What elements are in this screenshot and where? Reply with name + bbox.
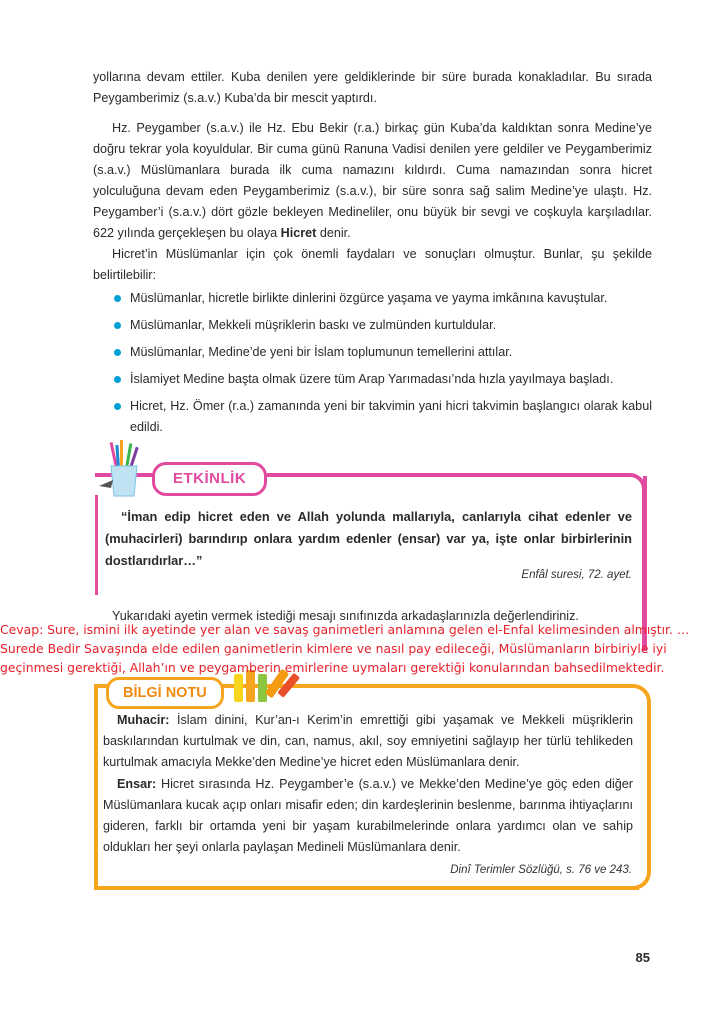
dictionary-source: Dinî Terimler Sözlüğü, s. 76 ve 243. [450,864,632,876]
etkinlik-title: ETKİNLİK [152,462,267,496]
benefits-list [112,288,652,444]
ayet-source: Enfâl suresi, 72. ayet. [521,569,632,581]
ayet-quote: “İman edip hicret eden ve Allah yolunda mallarıyla, canlarıyla cihat edenler ve (muhacirleri) barındırıp onlara yardım edenler (ensar) var ya, işte onlar birbirlerinin dostlarıdırlar…” [105,509,632,568]
list-item: İslamiyet Medine başta olmak üzere tüm Arap Yarımadası’nda hızla yayılmaya başladı. [112,369,652,390]
etkinlik-task: Yukarıdaki ayetin vermek istediği mesajı sınıfınızda arkadaşlarınızla değerlendiriniz. [112,609,579,623]
paragraph-3: Hicret’in Müslümanlar için çok önemli faydaları ve sonuçları olmuştur. Bunlar, şu şekilde belirtilebilir: [93,247,652,282]
hicret-term: Hicret [280,226,317,240]
list-item: Müslümanlar, hicretle birlikte dinlerini özgürce yaşama ve yayma imkânına kavuştular. [112,288,652,309]
paragraph-2-text: Hz. Peygamber (s.a.v.) ile Hz. Ebu Bekir (r.a.) birkaç gün Kuba’da kaldıktan sonra Medine’ye doğru tekrar yola koyuldular. Bir cuma günü Ranuna Vadisi denilen yere geldiler ve Peygamberimiz (s.a.v.) Müslümanlara burada ilk cuma namazını kıldırdı. Cuma namazından sonra hicret yolculuğuna devam eden Peygamberimiz (s.a.v.), bir süre sonra sağ salim Medine’ye ulaştı. Hz. Peygamber’i (s.a.v.) dört gözle bekleyen Medineliler, onu büyük bir sevgi ve coşkuyla karşıladılar. 622 yılında gerçekleşen bu olaya [93,121,652,240]
ensar-definition [103,774,633,858]
page-number: 85 [635,950,650,965]
muhacir-text: İslam dinini, Kur’an-ı Kerim’in emrettiği gibi yaşamak ve Mekkeli müşriklerin baskılarından kurtulmak ve din, can, namus, akıl, soy emniyetini sağlayıp her türlü tehlikeden kurtulmak amacıyla Mekke’den Medine’ye hicret eden Müslümanlara denir. [103,713,633,769]
paragraph-2-end: denir. [316,226,351,240]
etkinlik-box-left-border [95,495,98,595]
list-item: Müslümanlar, Medine’de yeni bir İslam toplumunun temellerini attılar. [112,342,652,363]
bilgi-notu-title: BİLGİ NOTU [106,677,224,709]
list-item: Müslümanlar, Mekkeli müşriklerin baskı ve zulmünden kurtuldular. [112,315,652,336]
pencil-cup-icon [97,440,145,498]
list-item: Hicret, Hz. Ömer (r.a.) zamanında yeni bir takvimin yani hicri takvimin başlangıcı olarak kabul edildi. [112,396,652,438]
answer-text: Cevap: Sure, ismini ilk ayetinde yer alan ve savaş ganimetleri anlamına gelen el-Enfal kelimesinden almıştır. … Surede Bedir Savaşında elde edilen ganimetlerin kimlere ve nasıl pay edileceği, Müslümanların birbiriyle iyi geçinmesi gerektiği, Allah’ın ve peygamberin emirlerine uymaları gerektiği konularından bahsedilmektedir. [0,622,690,675]
ensar-text: Hicret sırasında Hz. Peygamber’e (s.a.v.) ve Mekke’den Medine’ye göç eden diğer Müslümanlara kucak açıp onları misafir eden; din kardeşlerinin beslenme, barınma ihtiyaçlarını gideren, farklı bir ortamda yeni bir yaşam kurabilmelerinde onlara yardımcı olan ve sahip oldukları her şeyi onlarla paylaşan Medineli Müslümanlara denir. [103,777,633,854]
paragraph-2 [93,118,652,244]
ensar-term: Ensar: [117,777,157,791]
paragraph-1: yollarına devam ettiler. Kuba denilen yere geldiklerinde bir süre burada konakladılar. Bu sırada Peygamberimiz (s.a.v.) Kuba’da bir mescit yaptırdı. [93,70,652,105]
bilgi-notu-left-border [94,684,98,890]
muhacir-definition [103,710,633,773]
muhacir-term: Muhacir: [117,713,170,727]
bilgi-notu-bottom-border [94,886,639,890]
